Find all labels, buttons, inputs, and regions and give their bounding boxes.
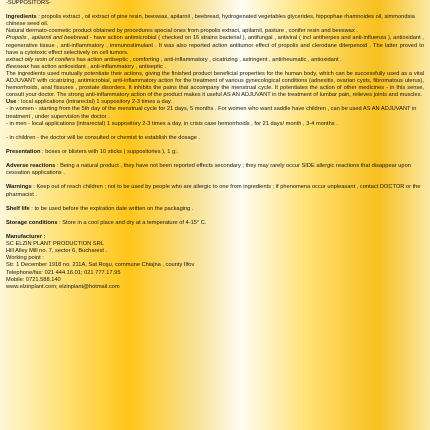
resin-text: has action antiseptic , comforting , anti-inflammatory , cicatrizing , astringent , antirheumatic , antioxidant . <box>74 56 342 63</box>
manufacturer-phone: Telephone/fax: 021 444.16.01; 021 777.17.95 <box>6 269 121 276</box>
adverse-reactions-label: Adverse reactions <box>6 163 56 170</box>
shelf-life-paragraph <box>6 206 424 213</box>
warnings-label: Warnings <box>6 184 32 191</box>
presentation-text: : boxes or blisters with 10 sticks ( suppositories ), 1 g;. <box>40 148 179 155</box>
adverse-reactions-paragraph <box>6 163 424 177</box>
propolis-lead: Propolis , apilarnil and beebread <box>6 35 89 42</box>
ingredients-list: : propolis extract , oil extract of pine resin, beeswax, apilarnil , beebread, hydrogenated vegetables glycerides, hippophae rhamnoides oil, simmondsia chinese seed oil. <box>6 14 415 28</box>
use-label: Use <box>6 99 17 106</box>
resin-lead: extract oily resin of conifers <box>6 56 75 63</box>
storage-label: Storage conditions <box>6 219 58 226</box>
natural-product-text: Natural dermato-cosmetic product obtained by procedures special ones from propolis extract, apilarnil, pasture , conifer resin and beeswax . <box>6 28 358 35</box>
document-title: -SUPPOSITORS- <box>6 0 51 6</box>
manufacturer-mobile: Mobile: 0721.588.140 <box>6 276 61 283</box>
beeswax-lead: Beeswax <box>6 63 30 70</box>
manufacturer-web-email: www.elzinplant.com; elzinplant@hotmail.com <box>6 283 120 290</box>
working-point-label: Working point : <box>6 255 44 262</box>
resin-paragraph <box>6 57 424 64</box>
propolis-paragraph <box>6 35 424 56</box>
propolis-text: - have action antimicrobial ( checked on 16 strains bacterial ), antifungal , antiviral ( incl antiherpes and anti-influenza ), antioxidant , regenerative tissue , anti-inflammatory , immunostimulant . It was also reported action antitumor effect of propolis and clerodane diterpenoid . The latter proved to have a cytotoxic effect selectively on cell tumors. <box>6 35 424 56</box>
manufacturer-address: Hill Alley Mill no. 7, sector 6, Bucharest . <box>6 248 108 255</box>
use-women: - in women - starting from the 5th day of the menstrual cycle for 21 days, 5 months . For women who want saddle have children , can be used AS AN ADJUVANT in treatment , under supervision the doctor . <box>6 106 417 120</box>
use-children: - in children - the doctor will be consulted or chemist to establish the dosage . <box>6 134 201 141</box>
storage-text: : Store in a cool place and dry at a temperature of 4-15° C. <box>57 219 207 226</box>
presentation-label: Presentation <box>6 148 41 155</box>
warnings-text: : Keep out of reach children ; not to be used by people who are allergic to one from ingredients ; if phenomena occur unpleasant , contact DOCTOR or the pharmacist . <box>6 184 421 198</box>
manufacturer-label: Manufacturer : <box>6 234 46 241</box>
leaflet-document <box>6 0 424 291</box>
storage-paragraph <box>6 220 424 227</box>
ingredients-paragraph <box>6 14 424 28</box>
warnings-paragraph <box>6 184 424 198</box>
shelf-life-label: Shelf life <box>6 205 30 212</box>
working-point-address: Str. 1 December 1918 no. 211A, Sat Roşu, commune Chiajna , county Ilfov <box>6 262 195 269</box>
adverse-reactions-text: : Being a natural product , they have not been reported effects secondary ; they may rarely occur SIDE allergic reactions that disappear upon cessation applications . <box>6 163 411 177</box>
summary-paragraph: The ingredients used mutually potentiate their actions, giving the finished product beneficial properties for the human body, which can be successfully used as a vital ADJUVANT with cicatrizing, antimicrobial, anti-inflammatory action for the treatment of various gynecological conditions (adnexitis, ovarian cysts, fibromatous uterus), hemorrhoids, anal fissures , prostate disorders. It inhibits the pains that accompany the menstrual cycle. It potentiates the action of other medicines - in this sense, consult your doctor. The strong anti-inflammatory action of the product makes it useful AS AN ADJUVANT in the treatment of lumbar pain, relieves joints and muscles. <box>6 70 424 99</box>
manufacturer-company: SC ELZIN PLANT PRODUCTION SRL <box>6 241 104 248</box>
ingredients-label: Ingredients <box>6 14 37 21</box>
use-paragraph <box>6 99 424 106</box>
presentation-paragraph <box>6 149 424 156</box>
beeswax-text: has action antioxidant , anti-inflammatory , antiseptic . <box>29 63 166 70</box>
use-intro: : local applications (intrarectal) 1 suppository 2-3 times a day. <box>16 99 172 106</box>
beeswax-paragraph <box>6 64 424 71</box>
use-men: - in men - local applications (intrarectal) 1 suppository 2-3 times a day, in crisis case hemorrhoids , for 21 days/ month , 3-4 months . <box>6 120 338 127</box>
shelf-life-text: : to be used before the expiration date written on the packaging . <box>29 205 194 212</box>
